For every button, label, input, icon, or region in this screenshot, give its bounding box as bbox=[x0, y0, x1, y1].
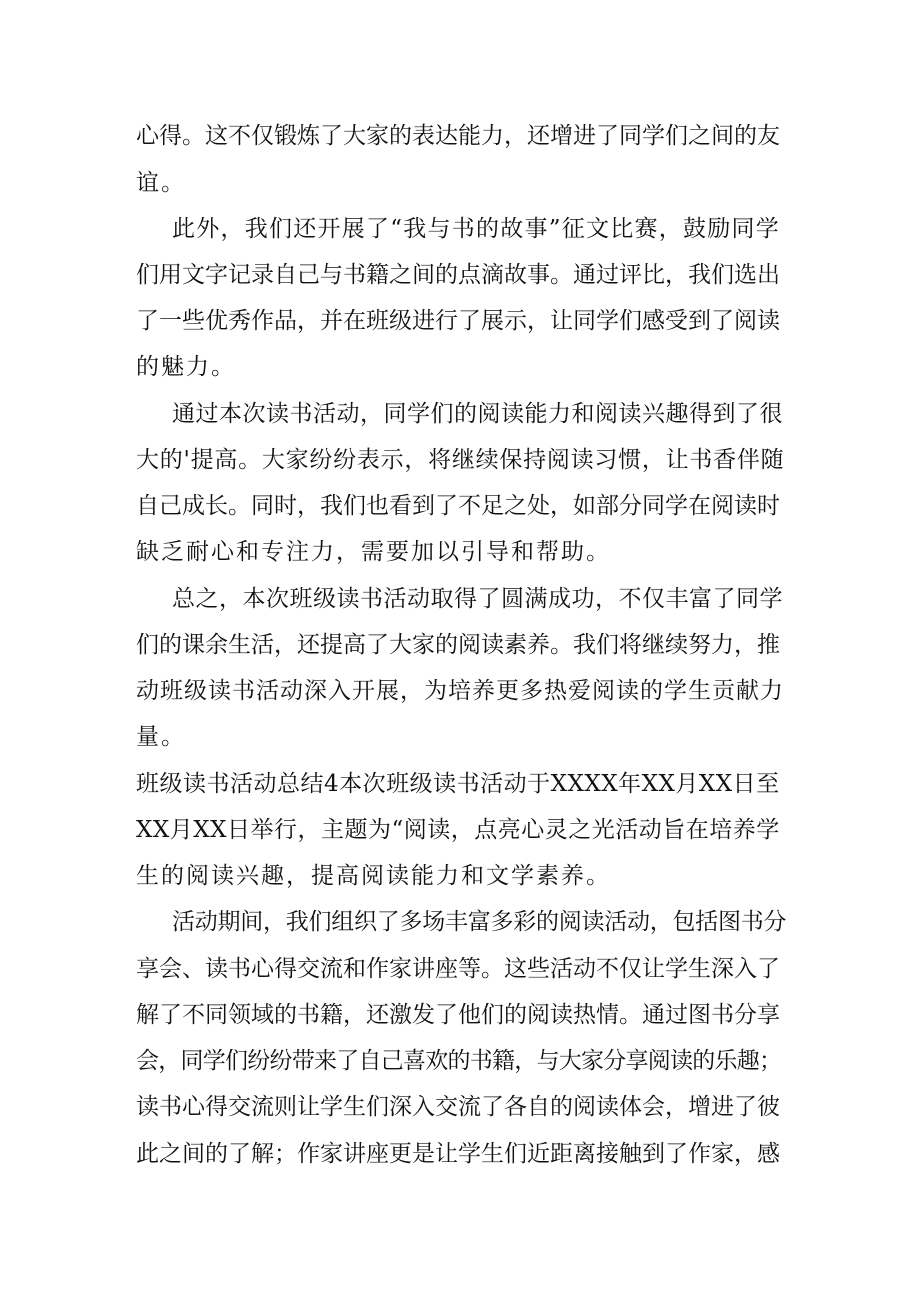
text-line: 动班级读书活动深入开展，为培养更多热爱阅读的学生贡献力 bbox=[136, 678, 784, 704]
text-line: 大的'提高。大家纷纷表示，将继续保持阅读习惯，让书香伴随 bbox=[136, 447, 785, 473]
text-line: 总之，本次班级读书活动取得了圆满成功，不仅丰富了同学 bbox=[172, 586, 783, 612]
text-line: 们用文字记录自己与书籍之间的点滴故事。通过评比，我们选出 bbox=[136, 262, 780, 288]
text-line: 通过本次读书活动，同学们的阅读能力和阅读兴趣得到了很 bbox=[172, 401, 783, 427]
text-line: 此之间的了解；作家讲座更是让学生们近距离接触到了作家，感 bbox=[136, 1141, 780, 1167]
text-line: 解了不同领域的书籍，还激发了他们的阅读热情。通过图书分享 bbox=[136, 1002, 780, 1028]
text-line: 班级读书活动总结4本次班级读书活动于XXXX年XX月XX日至 bbox=[136, 771, 780, 797]
text-line: 谊。 bbox=[136, 170, 186, 196]
text-line: 生的阅读兴趣，提高阅读能力和文学素养。 bbox=[136, 863, 611, 889]
text-line: 享会、读书心得交流和作家讲座等。这些活动不仅让学生深入了 bbox=[136, 956, 780, 982]
text-line: 们的课余生活，还提高了大家的阅读素养。我们将继续努力，推 bbox=[136, 632, 780, 658]
text-line: 心得。这不仅锻炼了大家的表达能力，还增进了同学们之间的友 bbox=[136, 123, 780, 149]
text-line: 量。 bbox=[136, 724, 186, 750]
text-line: XX月XX日举行，主题为“阅读，点亮心灵之光活动旨在培养学 bbox=[136, 817, 780, 843]
text-line: 了一些优秀作品，并在班级进行了展示，让同学们感受到了阅读 bbox=[136, 308, 780, 334]
text-line: 读书心得交流则让学生们深入交流了各自的阅读体会，增进了彼 bbox=[136, 1094, 780, 1120]
text-line: 自己成长。同时，我们也看到了不足之处，如部分同学在阅读时 bbox=[136, 493, 780, 519]
text-line: 的魅力。 bbox=[136, 354, 236, 380]
text-line: 会，同学们纷纷带来了自己喜欢的书籍，与大家分享阅读的乐趣； bbox=[136, 1048, 782, 1074]
text-line: 缺乏耐心和专注力，需要加以引导和帮助。 bbox=[136, 539, 611, 565]
text-line: 此外，我们还开展了“我与书的故事”征文比赛，鼓励同学 bbox=[172, 216, 781, 242]
text-line: 活动期间，我们组织了多场丰富多彩的阅读活动，包括图书分 bbox=[172, 909, 787, 935]
